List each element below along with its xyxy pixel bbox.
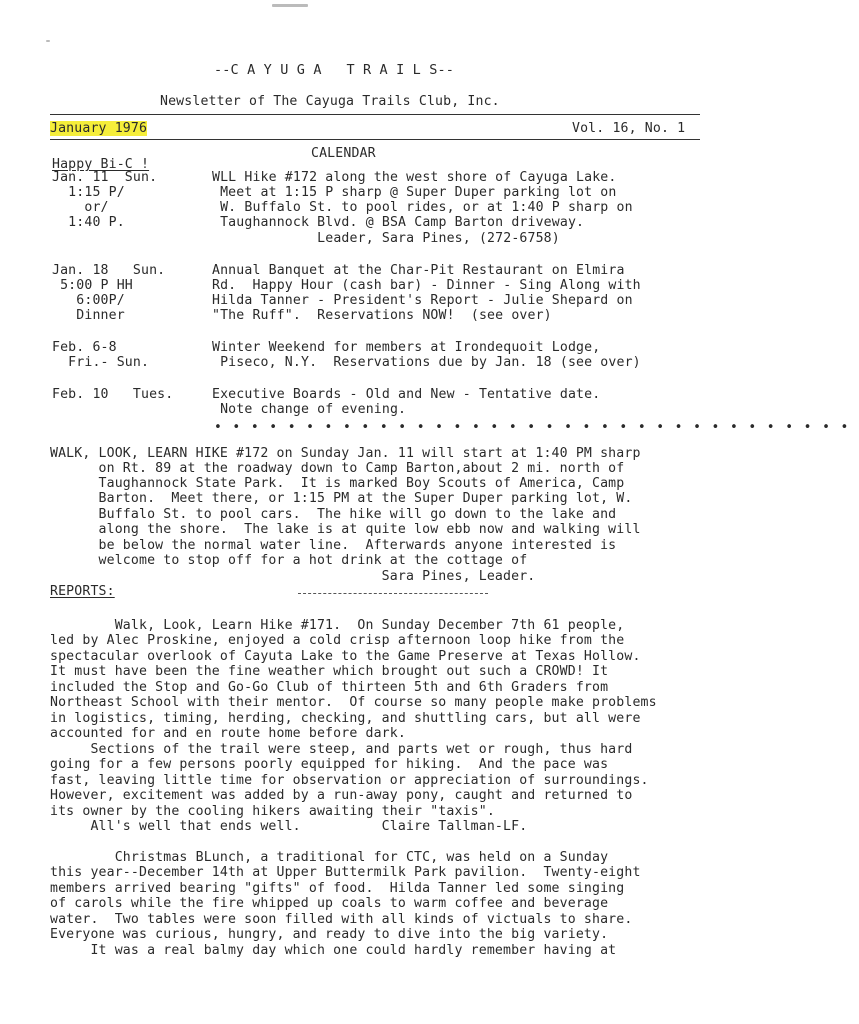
- report-line: included the Stop and Go-Go Club of thirteen 5th and 6th Graders from: [50, 680, 609, 695]
- report-line: Walk, Look, Learn Hike #171. On Sunday December 7th 61 people,: [50, 618, 625, 633]
- report-line: Sections of the trail were steep, and parts wet or rough, thus hard: [50, 742, 633, 757]
- event-when-line: Fri.- Sun.: [52, 355, 150, 370]
- report-line: in logistics, timing, herding, checking, and shuttling cars, but all were: [50, 711, 641, 726]
- reports-divider: [298, 593, 488, 594]
- header-rule-top: [50, 114, 700, 115]
- walk-notice-line: Barton. Meet there, or 1:15 PM at the Super Duper parking lot, W.: [50, 491, 633, 506]
- dotted-separator: •••••••••••••••••••••••••••••••••••: [214, 420, 859, 435]
- report-line: All's well that ends well. Claire Tallman-LF.: [50, 819, 528, 834]
- event-what-line: Winter Weekend for members at Irondequoit Lodge,: [212, 340, 601, 355]
- event-what-line: Meet at 1:15 P sharp @ Super Duper parking lot on: [212, 185, 617, 200]
- event-what-line: Taughannock Blvd. @ BSA Camp Barton driveway.: [212, 215, 585, 230]
- walk-notice-line: along the shore. The lake is at quite low ebb now and walking will: [50, 522, 641, 537]
- report-line: However, excitement was added by a run-away pony, caught and returned to: [50, 788, 633, 803]
- report-line: fast, leaving little time for observation or appreciation of surroundings.: [50, 773, 649, 788]
- report-line: It was a real balmy day which one could hardly remember having at: [50, 943, 617, 958]
- event-what-line: Leader, Sara Pines, (272-6758): [212, 231, 560, 246]
- event-what-line: "The Ruff". Reservations NOW! (see over): [212, 308, 552, 323]
- issue-date: January 1976: [50, 121, 148, 136]
- report-line: Christmas BLunch, a traditional for CTC, was held on a Sunday: [50, 850, 609, 865]
- event-when-line: or/: [52, 200, 109, 215]
- walk-notice-line: WALK, LOOK, LEARN HIKE #172 on Sunday Jan. 11 will start at 1:40 PM sharp: [50, 446, 641, 461]
- walk-notice-line: be below the normal water line. Afterwards anyone interested is: [50, 538, 617, 553]
- walk-notice-line: on Rt. 89 at the roadway down to Camp Barton,about 2 mi. north of: [50, 461, 625, 476]
- event-when-line: 1:15 P/: [52, 185, 125, 200]
- event-what-line: Note change of evening.: [212, 402, 407, 417]
- event-what-line: WLL Hike #172 along the west shore of Cayuga Lake.: [212, 170, 617, 185]
- event-what-line: Rd. Happy Hour (cash bar) - Dinner - Sing Along with: [212, 278, 641, 293]
- event-when-line: 1:40 P.: [52, 215, 125, 230]
- event-when-line: 5:00 P HH: [52, 278, 133, 293]
- report-line: its owner by the cooling hikers awaiting their "taxis".: [50, 804, 495, 819]
- header-rule-bottom: [50, 139, 700, 140]
- report-line: accounted for and en route home before dark.: [50, 726, 406, 741]
- event-when-line: Dinner: [52, 308, 125, 323]
- newsletter-subtitle: Newsletter of The Cayuga Trails Club, Inc.: [160, 94, 500, 109]
- report-line: this year--December 14th at Upper Buttermilk Park pavilion. Twenty-eight: [50, 865, 641, 880]
- event-when-line: Jan. 18 Sun.: [52, 263, 166, 278]
- walk-notice-line: welcome to stop off for a hot drink at the cottage of: [50, 553, 528, 568]
- newsletter-title: --C A Y U G A T R A I L S--: [214, 62, 455, 78]
- event-what-line: Executive Boards - Old and New - Tentative date.: [212, 387, 601, 402]
- walk-notice-line: Taughannock State Park. It is marked Boy Scouts of America, Camp: [50, 476, 625, 491]
- event-when-line: Happy Bi-C !: [52, 157, 150, 172]
- report-line: It must have been the fine weather which brought out such a CROWD! It: [50, 664, 609, 679]
- event-when-line: 6:00P/: [52, 293, 125, 308]
- event-what-line: Hilda Tanner - President's Report - Julie Shepard on: [212, 293, 633, 308]
- event-what-line: W. Buffalo St. to pool rides, or at 1:40 P sharp on: [212, 200, 633, 215]
- event-what-line: Piseco, N.Y. Reservations due by Jan. 18 (see over): [212, 355, 641, 370]
- event-when-line: Feb. 10 Tues.: [52, 387, 174, 402]
- reports-heading: REPORTS:: [50, 584, 115, 599]
- event-when-line: Feb. 6-8: [52, 340, 117, 355]
- report-line: of carols while the fire whipped up coals to warm coffee and beverage: [50, 896, 609, 911]
- calendar-heading: CALENDAR: [311, 146, 376, 161]
- report-line: members arrived bearing "gifts" of food. Hilda Tanner led some singing: [50, 881, 625, 896]
- report-line: led by Alec Proskine, enjoyed a cold crisp afternoon loop hike from the: [50, 633, 625, 648]
- scan-speck: [272, 4, 308, 7]
- walk-notice-line: Sara Pines, Leader.: [50, 569, 536, 584]
- walk-notice-line: Buffalo St. to pool cars. The hike will go down to the lake and: [50, 507, 617, 522]
- issue-volume: Vol. 16, No. 1: [572, 121, 686, 136]
- report-line: going for a few persons poorly equipped for hiking. And the pace was: [50, 757, 609, 772]
- report-line: Everyone was curious, hungry, and ready to dive into the big variety.: [50, 927, 609, 942]
- event-what-line: Annual Banquet at the Char-Pit Restaurant on Elmira: [212, 263, 625, 278]
- report-line: Northeast School with their mentor. Of course so many people make problems: [50, 695, 657, 710]
- report-line: spectacular overlook of Cayuta Lake to the Game Preserve at Texas Hollow.: [50, 649, 641, 664]
- event-when-line: Jan. 11 Sun.: [52, 170, 158, 185]
- scan-speck: [46, 40, 50, 42]
- report-line: water. Two tables were soon filled with all kinds of victuals to share.: [50, 912, 633, 927]
